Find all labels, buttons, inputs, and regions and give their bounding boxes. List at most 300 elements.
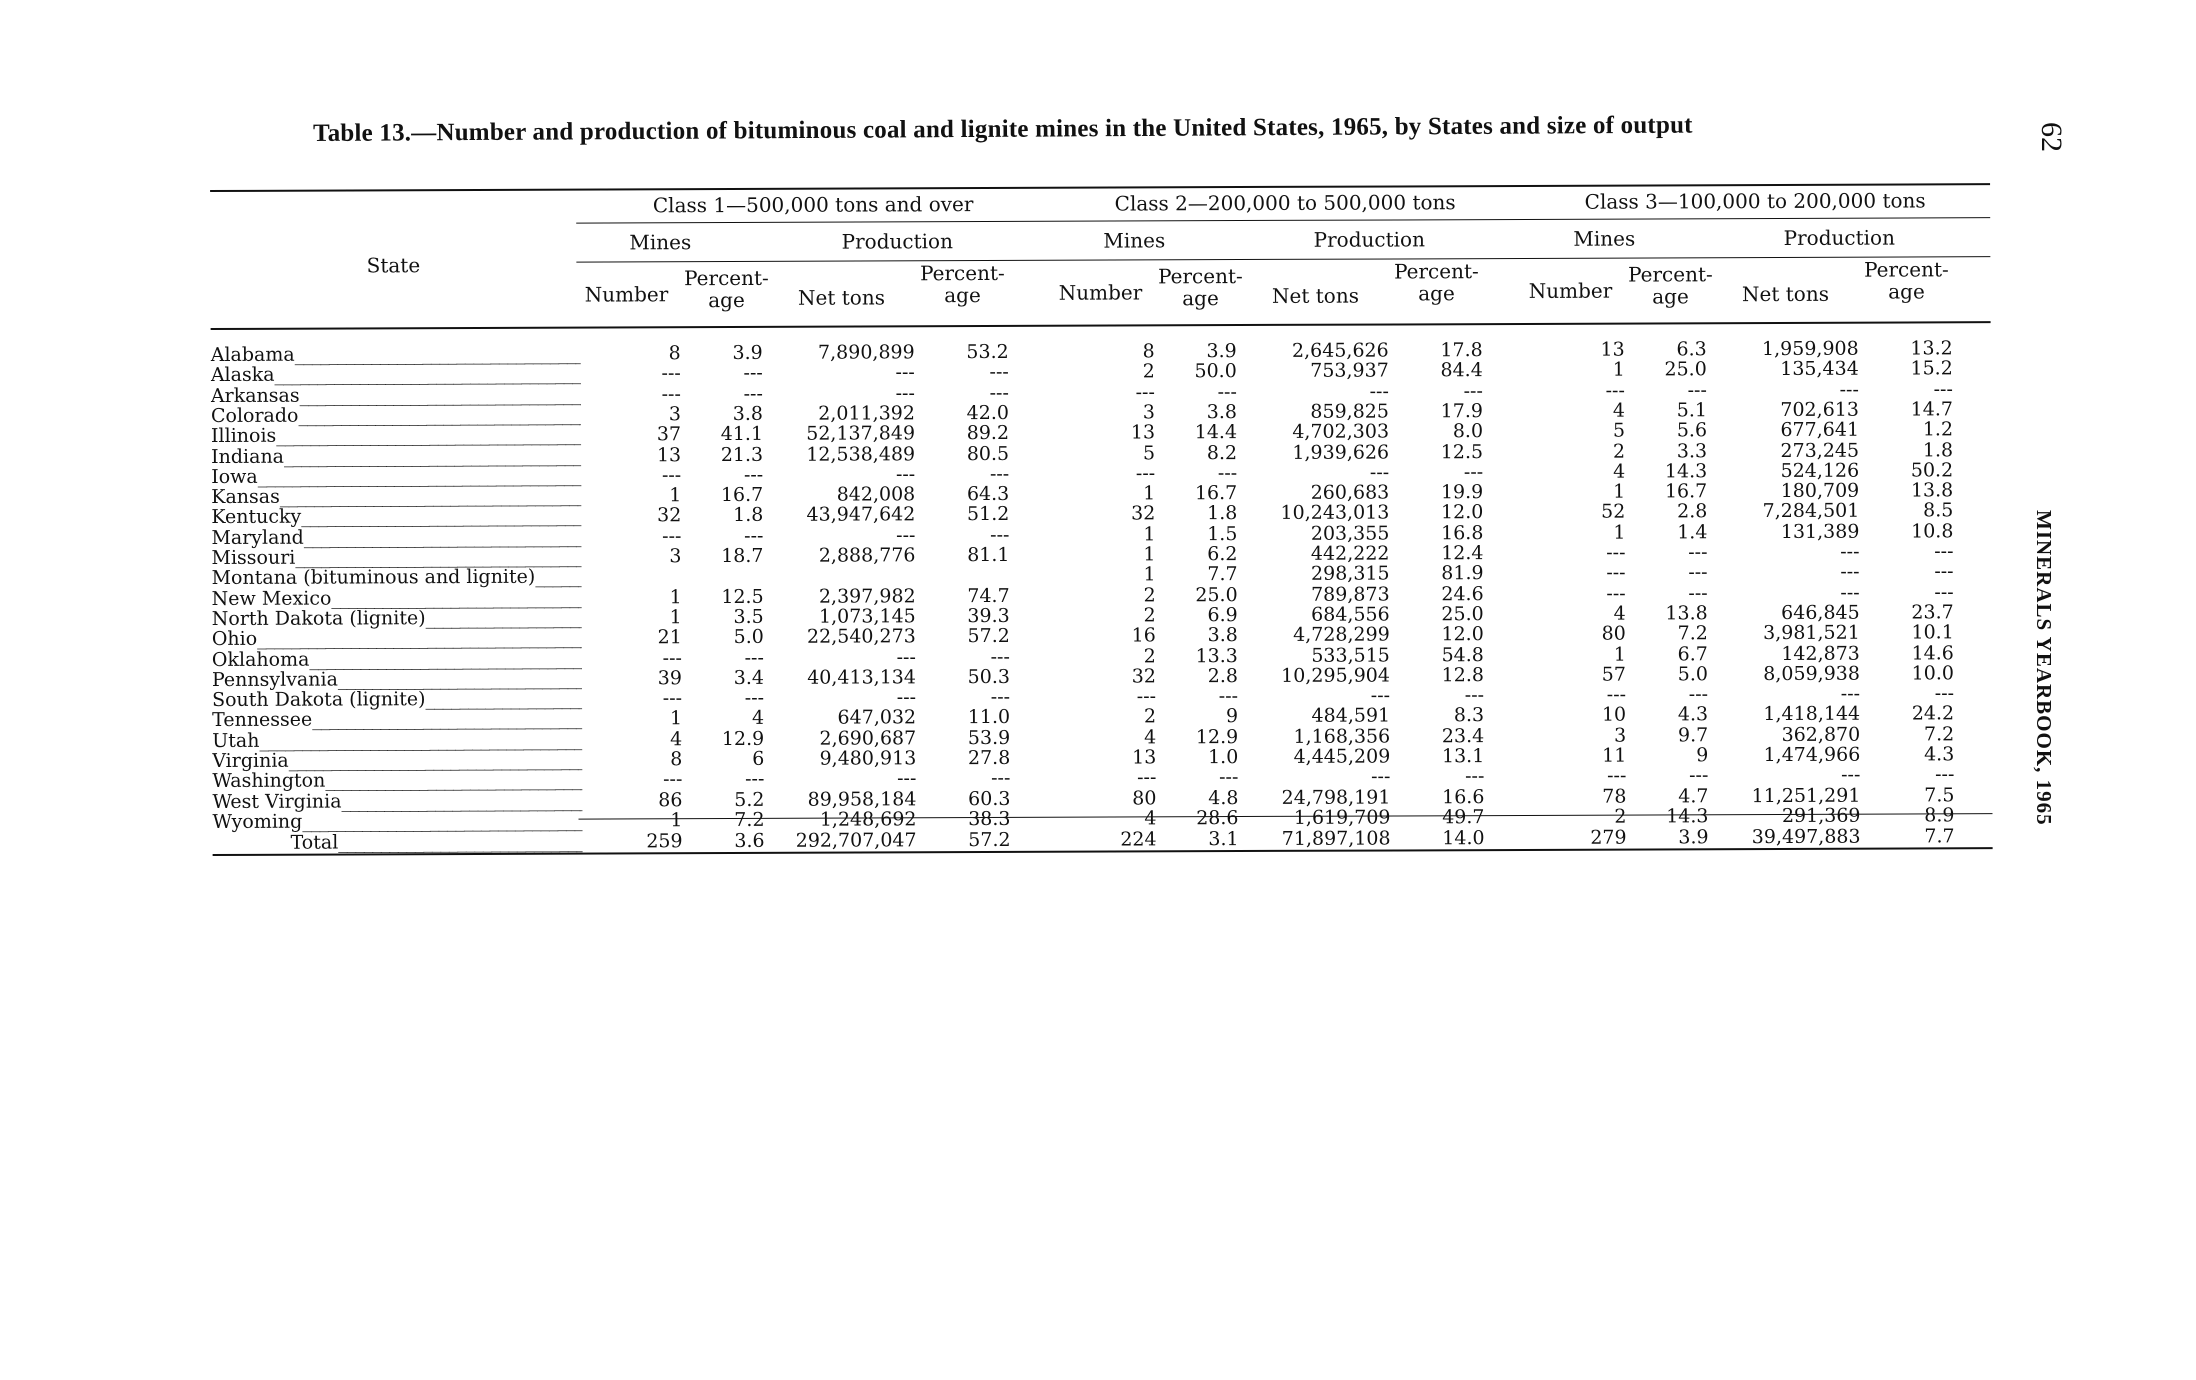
- cell-col-9: 1: [1613, 521, 1626, 544]
- state-name-text: Colorado: [210, 404, 299, 427]
- cell-col-10: 7.2: [1677, 622, 1708, 645]
- cell-col-9: 2: [1612, 440, 1626, 463]
- cell-col-10: 9: [1696, 744, 1709, 767]
- cell-col-1: 1: [669, 606, 682, 629]
- class3-production-percent-header-1: Percent-: [1864, 257, 1949, 282]
- cell-col-2: 12.9: [721, 727, 765, 750]
- cell-col-10: 5.0: [1677, 663, 1708, 686]
- cell-col-11: 3,981,521: [1763, 621, 1860, 645]
- cell-col-12: ---: [1935, 763, 1955, 786]
- cell-col-5: 224: [1120, 828, 1157, 851]
- cell-col-11: 135,434: [1780, 357, 1859, 381]
- cell-col-3: ---: [896, 686, 917, 709]
- class3-number-header: Number: [1528, 278, 1613, 303]
- cell-col-11: ---: [1840, 560, 1860, 584]
- state-name-text: Kentucky: [211, 506, 302, 529]
- cell-col-10: 14.3: [1666, 805, 1709, 828]
- cell-col-6: 13.3: [1195, 644, 1238, 667]
- cell-col-4: ---: [989, 462, 1010, 485]
- cell-col-11: 142,873: [1781, 642, 1860, 665]
- class-rule: [576, 217, 1990, 223]
- cell-col-9: 5: [1612, 419, 1626, 442]
- cell-col-10: 1.4: [1677, 520, 1708, 544]
- cell-col-3: [756, 565, 916, 566]
- cell-col-2: ---: [743, 362, 763, 385]
- cell-col-8: ---: [1465, 765, 1485, 788]
- cell-col-8: 12.5: [1440, 440, 1484, 463]
- cell-col-8: 23.4: [1441, 724, 1485, 747]
- cell-col-12: 1.8: [1922, 438, 1954, 461]
- cell-col-5: 13: [1130, 421, 1156, 444]
- class1-mines-percent-header-2: age: [708, 287, 745, 313]
- cell-col-1: ---: [661, 362, 681, 385]
- cell-col-6: 1.8: [1207, 502, 1238, 525]
- cell-col-4: 64.3: [966, 483, 1010, 506]
- cell-col-4: 60.3: [968, 787, 1011, 810]
- cell-col-8: 19.9: [1440, 481, 1484, 504]
- cell-col-2: 41.1: [720, 423, 764, 446]
- cell-col-8: 24.6: [1441, 582, 1484, 605]
- cell-col-11: 1,418,144: [1763, 703, 1861, 726]
- cell-col-5: 2: [1143, 644, 1156, 667]
- cell-col-4: [850, 564, 1010, 565]
- cell-col-1: 8: [668, 342, 681, 365]
- cell-col-8: 81.9: [1441, 562, 1484, 585]
- cell-col-9: 3: [1614, 724, 1627, 747]
- state-name-text: West Virginia: [212, 790, 342, 813]
- cell-col-5: ---: [1135, 462, 1156, 485]
- cell-col-6: 6.9: [1207, 603, 1238, 627]
- cell-col-6: 6.2: [1207, 543, 1238, 566]
- cell-col-3: ---: [895, 381, 915, 404]
- cell-col-1: 1: [669, 585, 682, 608]
- cell-col-4: 42.0: [966, 401, 1009, 424]
- cell-col-9: ---: [1607, 764, 1627, 787]
- cell-col-7: 4,445,209: [1293, 745, 1391, 768]
- cell-col-11: 39,497,883: [1751, 825, 1861, 849]
- cell-col-7: 4,702,303: [1292, 420, 1390, 444]
- cell-col-6: 4.8: [1208, 786, 1239, 809]
- cell-col-8: 17.9: [1440, 400, 1483, 423]
- cell-col-1: ---: [662, 687, 683, 710]
- state-name-text: Ohio: [211, 628, 258, 651]
- state-name-text: Alabama: [210, 343, 295, 366]
- cell-col-7: 442,222: [1310, 542, 1390, 565]
- cell-col-3: 9,480,913: [819, 747, 917, 770]
- class3-production-percent-header-2: age: [1888, 279, 1925, 304]
- cell-col-1: 8: [670, 748, 683, 771]
- cell-col-5: 32: [1131, 665, 1157, 688]
- cell-col-10: ---: [1688, 581, 1708, 604]
- cell-col-4: 89.2: [966, 422, 1010, 445]
- cell-col-10: 16.7: [1664, 480, 1708, 503]
- class2-number-header: Number: [1058, 280, 1143, 305]
- cell-col-10: ---: [1688, 541, 1708, 564]
- cell-col-11: 8,059,938: [1763, 662, 1860, 685]
- cell-col-8: 16.6: [1442, 785, 1485, 808]
- cell-col-1: 3: [668, 403, 681, 426]
- cell-col-9: ---: [1606, 561, 1626, 584]
- cell-col-9: 78: [1602, 785, 1627, 808]
- cell-col-5: 16: [1131, 624, 1156, 647]
- cell-col-3: 2,888,776: [818, 544, 916, 567]
- cell-col-8: 12.4: [1441, 542, 1484, 565]
- cell-col-4: 80.5: [966, 442, 1010, 465]
- cell-col-5: 2: [1143, 604, 1156, 627]
- cell-col-8: 17.8: [1440, 339, 1483, 362]
- cell-col-12: 7.5: [1924, 783, 1955, 807]
- cell-col-11: 646,845: [1781, 601, 1860, 624]
- cell-col-7: 1,619,709: [1293, 806, 1391, 829]
- cell-col-12: ---: [1933, 377, 1953, 400]
- cell-col-4: 39.3: [967, 604, 1010, 627]
- cell-col-6: 12.9: [1195, 725, 1239, 748]
- cell-col-12: 1.2: [1922, 418, 1954, 441]
- cell-col-12: ---: [1934, 682, 1955, 705]
- cell-col-1: ---: [661, 382, 681, 405]
- cell-col-7: ---: [1369, 380, 1389, 403]
- cell-col-9: 1: [1613, 480, 1626, 503]
- cell-col-2: 12.5: [721, 585, 764, 608]
- cell-col-10: 25.0: [1664, 358, 1707, 381]
- cell-col-3: ---: [896, 645, 916, 668]
- cell-col-4: 81.1: [967, 543, 1010, 567]
- cell-col-8: 49.7: [1442, 806, 1485, 829]
- cell-col-7: 4,728,299: [1293, 623, 1390, 647]
- cell-col-1: 3: [669, 545, 682, 568]
- cell-col-7: ---: [1369, 461, 1390, 484]
- cell-col-1: ---: [663, 768, 683, 791]
- cell-col-2: [604, 565, 764, 566]
- cell-col-7: 789,873: [1311, 583, 1390, 606]
- cell-col-4: ---: [991, 767, 1011, 790]
- state-name-text: Kansas: [211, 485, 280, 509]
- cell-col-12: 14.6: [1911, 641, 1954, 664]
- class1-header: Class 1—500,000 tons and over: [652, 192, 974, 218]
- cell-col-12: 10.1: [1911, 621, 1954, 644]
- cell-col-7: 71,897,108: [1281, 827, 1391, 850]
- cell-col-1: 1: [669, 707, 683, 730]
- state-name-text: Iowa: [211, 465, 258, 488]
- class3-mines-percent-header-1: Percent-: [1628, 262, 1713, 287]
- cell-col-6: 8.2: [1206, 441, 1238, 464]
- cell-col-6: 3.1: [1208, 828, 1239, 851]
- cell-col-12: 13.8: [1910, 479, 1954, 502]
- cell-col-11: 362,870: [1781, 723, 1861, 746]
- cell-col-1: 259: [646, 830, 683, 853]
- cell-col-11: ---: [1840, 540, 1860, 563]
- cell-col-2: ---: [745, 768, 765, 791]
- state-name-text: Wyoming: [212, 810, 303, 833]
- cell-col-4: 57.2: [967, 625, 1010, 648]
- cell-col-11: 677,641: [1780, 418, 1860, 442]
- cell-col-4: ---: [990, 686, 1011, 709]
- cell-col-2: 3.8: [732, 402, 763, 425]
- state-name-text: Oklahoma: [211, 648, 310, 671]
- state-name-text: Virginia: [212, 749, 289, 772]
- state-name-text: New Mexico: [211, 587, 332, 610]
- cell-col-7: 753,937: [1310, 359, 1389, 383]
- cell-col-9: 1: [1613, 643, 1626, 666]
- cell-col-1: 1: [670, 809, 683, 832]
- cell-col-10: 6.3: [1676, 338, 1707, 361]
- cell-col-3: 40,413,134: [807, 666, 917, 689]
- cell-col-5: 8: [1142, 340, 1155, 363]
- cell-col-10: ---: [1689, 764, 1709, 787]
- cell-col-7: 859,825: [1310, 400, 1389, 423]
- cell-col-11: ---: [1841, 763, 1861, 787]
- cell-col-6: 16.7: [1194, 482, 1238, 505]
- cell-col-2: 16.7: [720, 483, 764, 507]
- cell-col-3: 2,397,982: [818, 584, 916, 608]
- cell-col-8: ---: [1464, 684, 1485, 707]
- cell-col-9: 80: [1601, 622, 1626, 645]
- cell-col-2: 3.6: [734, 829, 765, 852]
- cell-col-7: 260,683: [1310, 481, 1390, 504]
- class2-production-percent-header-2: age: [1418, 281, 1455, 306]
- class3-net-tons-header: Net tons: [1741, 281, 1830, 307]
- cell-col-4: 57.2: [968, 828, 1011, 852]
- cell-col-7: 24,798,191: [1281, 786, 1391, 809]
- cell-col-9: 57: [1601, 663, 1626, 686]
- cell-col-4: 27.8: [967, 746, 1011, 770]
- running-head-text: MINERALS YEARBOOK, 1965: [2032, 510, 2056, 826]
- cell-col-4: 50.3: [967, 665, 1011, 688]
- cell-col-2: ---: [743, 463, 764, 486]
- cell-col-3: 89,958,184: [807, 787, 917, 811]
- cell-col-6: 50.0: [1194, 360, 1237, 383]
- cell-col-3: 22,540,273: [806, 625, 916, 648]
- cell-col-4: ---: [989, 381, 1009, 404]
- cell-col-9: 13: [1600, 338, 1625, 361]
- cell-col-2: ---: [744, 524, 764, 547]
- cell-col-12: 8.5: [1923, 499, 1954, 522]
- cell-col-6: 3.8: [1206, 400, 1237, 424]
- cell-col-12: 10.0: [1911, 662, 1954, 685]
- cell-col-1: ---: [662, 524, 682, 547]
- cell-col-3: 43,947,642: [806, 503, 916, 527]
- cell-col-11: ---: [1840, 581, 1860, 604]
- cell-col-8: 25.0: [1441, 603, 1484, 626]
- cell-col-10: ---: [1688, 683, 1709, 706]
- cell-col-1: 39: [657, 666, 683, 690]
- cell-col-1: 4: [670, 727, 683, 750]
- cell-col-2: 7.2: [734, 808, 765, 831]
- class3-mines: Mines: [1573, 226, 1636, 251]
- cell-col-2: 6: [752, 747, 765, 770]
- cell-col-5: 2: [1143, 705, 1157, 728]
- state-name-text: Illinois: [210, 424, 277, 448]
- cell-col-6: 7.7: [1207, 563, 1238, 586]
- cell-col-5: 3: [1142, 401, 1155, 424]
- cell-col-1: ---: [661, 463, 682, 487]
- cell-col-1: ---: [662, 646, 682, 669]
- cell-col-7: 2,645,626: [1291, 339, 1389, 362]
- cell-col-6: 2.8: [1207, 664, 1238, 687]
- cell-col-3: 2,690,687: [819, 726, 917, 750]
- cell-col-2: 5.2: [734, 788, 765, 811]
- cell-col-3: 647,032: [837, 706, 917, 729]
- class1-number-header: Number: [584, 282, 669, 307]
- cell-col-11: 7,284,501: [1762, 500, 1860, 523]
- header-bottom-rule: [211, 321, 1991, 330]
- cell-col-1: 13: [656, 443, 682, 466]
- cell-col-2: 18.7: [721, 544, 764, 568]
- cell-col-3: 12,538,489: [806, 442, 916, 466]
- cell-col-3: 52,137,849: [806, 422, 916, 445]
- cell-col-8: ---: [1463, 460, 1484, 483]
- cell-col-8: 8.3: [1453, 704, 1485, 727]
- cell-col-10: 5.6: [1676, 419, 1708, 442]
- class2-production: Production: [1313, 227, 1425, 252]
- cell-col-2: 21.3: [720, 443, 764, 466]
- cell-col-9: 52: [1601, 500, 1626, 524]
- cell-col-6: 3.9: [1206, 340, 1237, 363]
- class2-mines-percent-header-1: Percent-: [1158, 264, 1243, 289]
- cell-col-4: 53.2: [966, 340, 1009, 364]
- cell-col-2: ---: [744, 646, 764, 669]
- cell-col-12: 23.7: [1911, 601, 1954, 624]
- cell-col-3: ---: [897, 767, 917, 790]
- cell-col-6: 14.4: [1194, 421, 1238, 444]
- cell-col-10: 4.7: [1678, 784, 1709, 807]
- cell-col-4: ---: [990, 523, 1010, 546]
- cell-col-6: ---: [1218, 685, 1239, 708]
- cell-col-9: 11: [1602, 744, 1627, 767]
- cell-col-3: ---: [896, 523, 916, 547]
- state-name-text: Maryland: [211, 526, 304, 549]
- cell-col-9: ---: [1606, 582, 1626, 605]
- cell-col-8: 14.0: [1442, 827, 1485, 850]
- state-header: State: [366, 253, 421, 278]
- state-name-text: Montana (bituminous and lignite): [211, 566, 536, 590]
- cell-col-12: 8.9: [1924, 804, 1955, 827]
- cell-col-6: 1.0: [1208, 746, 1239, 769]
- cell-col-10: 14.3: [1664, 460, 1708, 483]
- state-name-text: South Dakota (lignite): [212, 688, 426, 712]
- cell-col-11: 131,389: [1780, 520, 1860, 543]
- cell-col-3: 842,008: [836, 483, 916, 506]
- cell-col-5: ---: [1137, 766, 1157, 789]
- cell-col-10: 3.3: [1676, 439, 1708, 462]
- cell-col-4: ---: [990, 645, 1010, 668]
- cell-col-4: ---: [989, 361, 1009, 384]
- cell-col-9: ---: [1605, 379, 1625, 402]
- cell-col-5: 1: [1143, 563, 1156, 586]
- class2-header: Class 2—200,000 to 500,000 tons: [1114, 190, 1456, 216]
- cell-col-6: ---: [1217, 380, 1237, 403]
- cell-col-11: ---: [1840, 682, 1861, 705]
- cell-col-12: 13.2: [1910, 337, 1953, 360]
- class2-net-tons-header: Net tons: [1271, 283, 1360, 308]
- cell-col-10: 13.8: [1665, 602, 1708, 625]
- cell-col-2: 4: [751, 707, 765, 730]
- state-name-text: Total: [290, 831, 339, 854]
- class3-mines-percent-header-2: age: [1652, 284, 1689, 309]
- cell-col-9: ---: [1606, 541, 1626, 564]
- cell-col-10: 5.1: [1676, 399, 1707, 422]
- cell-col-3: 7,890,899: [817, 341, 915, 364]
- cell-col-12: 14.7: [1910, 398, 1953, 421]
- cell-col-5: 32: [1131, 502, 1156, 525]
- cell-col-12: 7.2: [1923, 722, 1955, 746]
- state-name-text: Pennsylvania: [211, 668, 338, 691]
- cell-col-3: 1,248,692: [819, 808, 917, 831]
- cell-col-10: ---: [1687, 378, 1707, 401]
- table-title: Table 13.—Number and production of bituminous coal and lignite mines in the United States, 1965, by States and size of output: [313, 111, 1693, 147]
- state-name-text: Indiana: [211, 445, 285, 468]
- cell-col-2: 1.8: [733, 504, 764, 527]
- cell-col-7: 1,168,356: [1293, 725, 1391, 748]
- cell-col-9: 279: [1590, 826, 1627, 849]
- cell-col-7: 484,591: [1311, 704, 1391, 728]
- cell-col-5: 1: [1143, 543, 1156, 566]
- cell-col-8: 54.8: [1441, 643, 1484, 666]
- cell-col-12: ---: [1934, 560, 1954, 583]
- cell-col-12: 24.2: [1911, 702, 1955, 725]
- cell-col-4: 74.7: [967, 584, 1010, 607]
- cell-col-3: ---: [895, 463, 916, 486]
- cell-col-5: 80: [1132, 786, 1157, 810]
- cell-col-7: 298,315: [1310, 562, 1390, 586]
- cell-col-5: ---: [1135, 380, 1155, 404]
- cell-col-6: ---: [1219, 766, 1239, 789]
- cell-col-10: 2.8: [1677, 500, 1708, 523]
- cell-col-4: 11.0: [967, 706, 1011, 729]
- class1-mines: Mines: [629, 230, 692, 255]
- cell-col-4: 38.3: [968, 807, 1011, 830]
- class1-production-percent-header-1: Percent-: [920, 260, 1005, 286]
- cell-col-11: 291,369: [1781, 804, 1861, 827]
- cell-col-9: 4: [1612, 399, 1625, 422]
- class2-mines-percent-header-2: age: [1182, 286, 1219, 311]
- cell-col-2: 5.0: [733, 626, 764, 649]
- page-number-text: 62: [2035, 122, 2068, 152]
- cell-col-5: ---: [1136, 685, 1157, 708]
- cell-col-11: 273,245: [1780, 439, 1860, 462]
- class3-production: Production: [1783, 225, 1895, 250]
- state-name-text: Washington: [212, 769, 326, 793]
- cell-col-2: 3.5: [733, 605, 764, 628]
- cell-col-8: 13.1: [1441, 745, 1485, 768]
- cell-col-3: ---: [895, 361, 915, 384]
- class1-production: Production: [841, 229, 953, 254]
- cell-col-5: 2: [1142, 360, 1155, 383]
- class3-header: Class 3—100,000 to 200,000 tons: [1584, 188, 1926, 214]
- cell-col-6: 25.0: [1195, 583, 1238, 606]
- cell-col-8: ---: [1463, 379, 1483, 402]
- cell-col-9: 10: [1601, 703, 1627, 727]
- cell-col-9: ---: [1606, 683, 1627, 706]
- cell-col-7: 10,243,013: [1280, 501, 1390, 525]
- cell-col-7: 10,295,904: [1281, 664, 1390, 687]
- cell-col-7: 1,939,626: [1292, 440, 1390, 464]
- cell-col-5: 4: [1144, 807, 1157, 830]
- cell-col-7: ---: [1370, 684, 1391, 707]
- data-table: [210, 161, 2001, 888]
- state-name-text: Alaska: [210, 364, 275, 387]
- class1-mines-percent-header-1: Percent-: [684, 265, 769, 291]
- cell-col-8: 12.0: [1440, 501, 1484, 524]
- cell-col-8: 8.0: [1452, 420, 1484, 443]
- cell-col-5: 5: [1142, 441, 1156, 464]
- cell-col-9: 2: [1614, 805, 1627, 828]
- cell-col-5: 13: [1132, 746, 1157, 769]
- cell-col-9: 4: [1613, 460, 1626, 483]
- class2-production-percent-header-1: Percent-: [1394, 259, 1479, 284]
- cell-col-6: 9: [1225, 705, 1239, 728]
- cell-col-10: ---: [1688, 561, 1708, 584]
